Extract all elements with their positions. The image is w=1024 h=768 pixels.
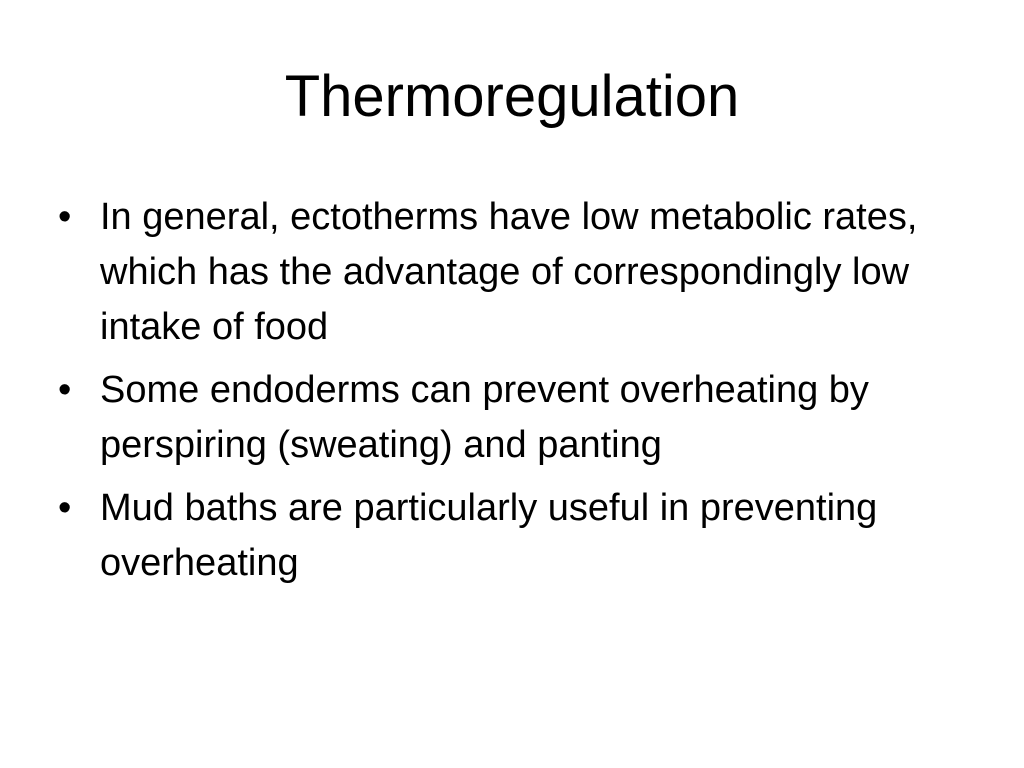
bullet-marker: •: [58, 487, 72, 529]
bullet-item: [58, 481, 978, 591]
bullet-marker: •: [58, 196, 72, 238]
bullet-text: Mud baths are particularly useful in preventing overheating: [100, 487, 878, 584]
bullet-item: [58, 363, 978, 473]
bullet-text: In general, ectotherms have low metabolic rates, which has the advantage of correspondingly low intake of food: [100, 196, 918, 348]
bullet-item: [58, 190, 978, 355]
bullet-list: [58, 190, 978, 599]
bullet-text: Some endoderms can prevent overheating by perspiring (sweating) and panting: [100, 369, 869, 466]
bullet-marker: •: [58, 369, 72, 411]
slide-title: Thermoregulation: [284, 64, 740, 129]
